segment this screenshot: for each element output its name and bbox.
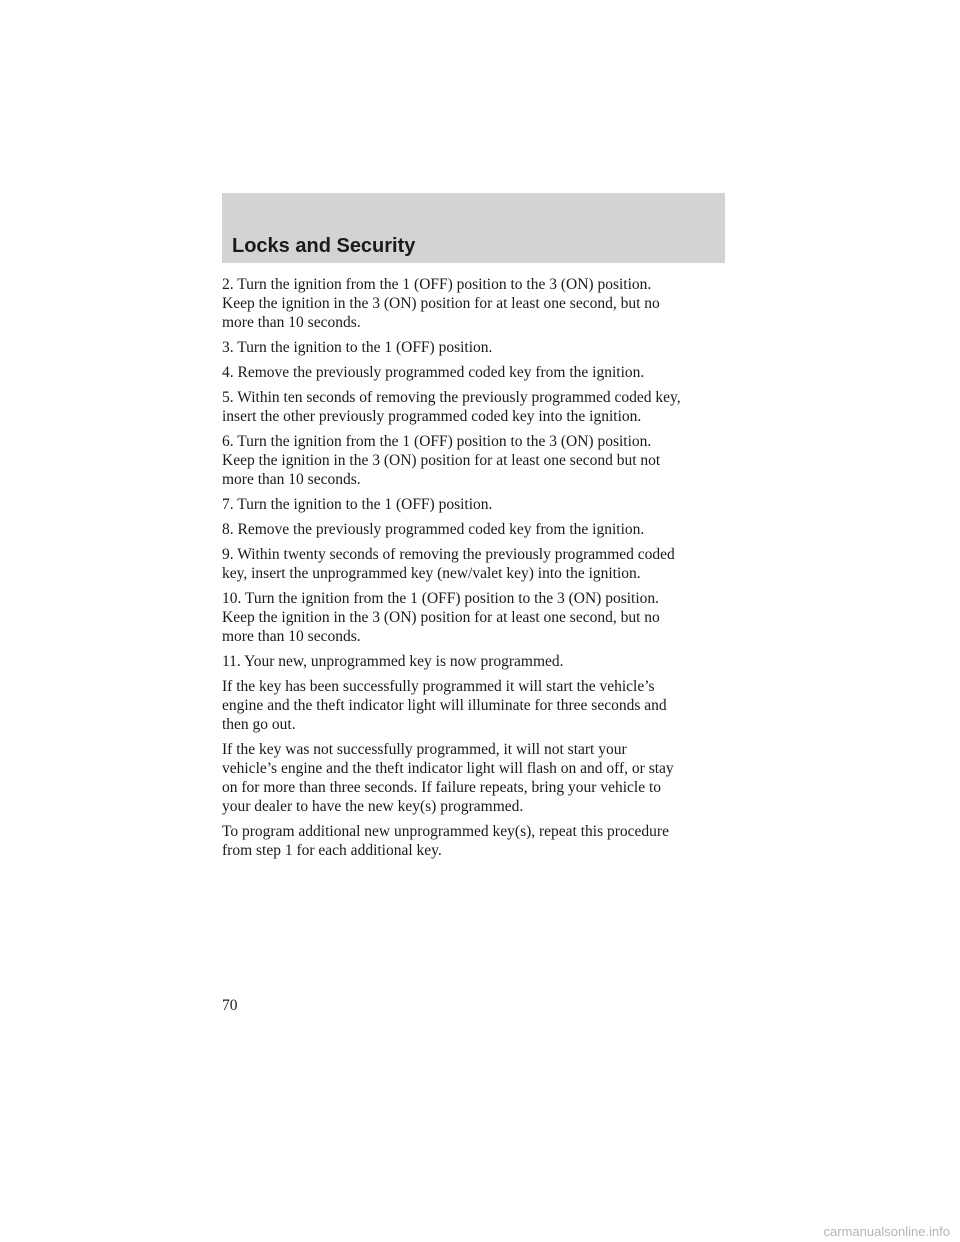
text-line: If the key has been successfully programmed it will start the vehicle’s (222, 678, 655, 695)
section-header-bar (222, 193, 725, 263)
text-line: Keep the ignition in the 3 (ON) position for at least one second but not (222, 452, 661, 469)
text-line: If the key was not successfully programmed, it will not start your (222, 741, 627, 758)
text-line: more than 10 seconds. (222, 628, 361, 645)
text-line: 10. Turn the ignition from the 1 (OFF) position to the 3 (ON) position. (222, 590, 660, 607)
paragraph (222, 545, 732, 583)
text-line: engine and the theft indicator light will illuminate for three seconds and (222, 697, 667, 714)
text-line: from step 1 for each additional key. (222, 842, 442, 859)
paragraph (222, 520, 732, 539)
text-line: 5. Within ten seconds of removing the previously programmed coded key, (222, 389, 681, 406)
paragraph (222, 822, 732, 860)
text-line: 3. Turn the ignition to the 1 (OFF) position. (222, 339, 493, 356)
text-line: key, insert the unprogrammed key (new/valet key) into the ignition. (222, 565, 641, 582)
watermark-link[interactable]: carmanualsonline.info (823, 1224, 950, 1239)
paragraph (222, 495, 732, 514)
text-line: 8. Remove the previously programmed coded key from the ignition. (222, 521, 645, 538)
text-line: insert the other previously programmed coded key into the ignition. (222, 408, 642, 425)
text-line: on for more than three seconds. If failure repeats, bring your vehicle to (222, 779, 662, 796)
paragraph (222, 388, 732, 426)
page-number: 70 (222, 997, 238, 1014)
text-line: To program additional new unprogrammed key(s), repeat this procedure (222, 823, 669, 840)
text-line: 6. Turn the ignition from the 1 (OFF) position to the 3 (ON) position. (222, 433, 652, 450)
text-line: your dealer to have the new key(s) programmed. (222, 798, 524, 815)
text-line: 4. Remove the previously programmed coded key from the ignition. (222, 364, 645, 381)
paragraph (222, 652, 732, 671)
paragraph (222, 275, 732, 332)
paragraph (222, 677, 732, 734)
paragraph (222, 589, 732, 646)
text-line: vehicle’s engine and the theft indicator light will flash on and off, or stay (222, 760, 674, 777)
paragraph (222, 363, 732, 382)
text-line: 11. Your new, unprogrammed key is now programmed. (222, 653, 564, 670)
paragraph (222, 432, 732, 489)
paragraph (222, 338, 732, 357)
text-line: then go out. (222, 716, 296, 733)
text-line: more than 10 seconds. (222, 314, 361, 331)
text-line: 2. Turn the ignition from the 1 (OFF) position to the 3 (ON) position. (222, 276, 652, 293)
text-line: 9. Within twenty seconds of removing the previously programmed coded (222, 546, 675, 563)
text-line: Keep the ignition in the 3 (ON) position for at least one second, but no (222, 609, 660, 626)
section-title: Locks and Security (232, 235, 416, 257)
text-line: Keep the ignition in the 3 (ON) position for at least one second, but no (222, 295, 660, 312)
text-line: more than 10 seconds. (222, 471, 361, 488)
paragraph (222, 740, 732, 816)
text-line: 7. Turn the ignition to the 1 (OFF) position. (222, 496, 493, 513)
body-text (222, 275, 732, 866)
